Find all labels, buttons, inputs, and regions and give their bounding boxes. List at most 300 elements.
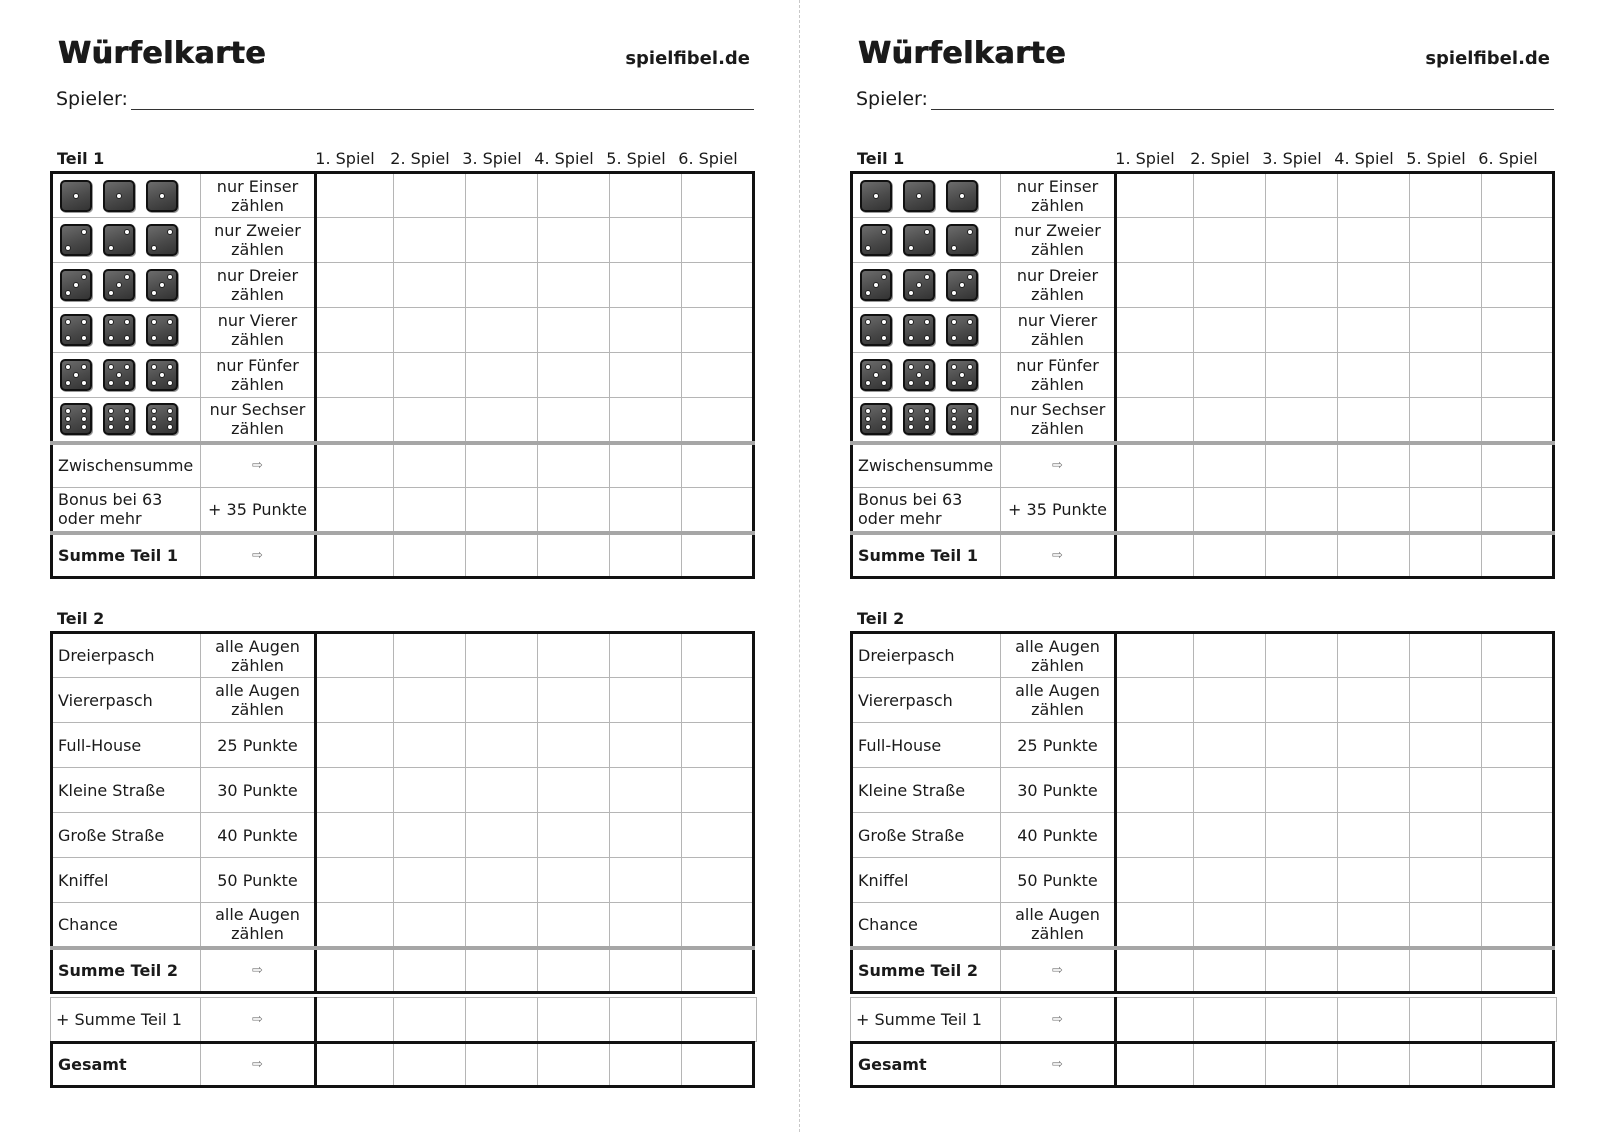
score-cell[interactable] bbox=[466, 263, 538, 308]
score-cell[interactable] bbox=[1338, 998, 1410, 1042]
score-cell[interactable] bbox=[316, 998, 394, 1042]
score-cell[interactable] bbox=[1266, 398, 1338, 443]
score-cell[interactable] bbox=[394, 533, 466, 578]
score-cell[interactable] bbox=[610, 768, 682, 813]
score-cell[interactable] bbox=[466, 903, 538, 948]
score-cell[interactable] bbox=[1194, 633, 1266, 678]
score-cell[interactable] bbox=[316, 768, 394, 813]
score-cell[interactable] bbox=[682, 263, 754, 308]
score-cell[interactable] bbox=[1482, 678, 1554, 723]
score-cell[interactable] bbox=[1194, 723, 1266, 768]
score-cell[interactable] bbox=[1338, 1043, 1410, 1087]
die-pip bbox=[951, 335, 957, 341]
score-cell[interactable] bbox=[682, 723, 754, 768]
score-cell[interactable] bbox=[682, 353, 754, 398]
score-cell[interactable] bbox=[394, 678, 466, 723]
score-cell[interactable] bbox=[1410, 998, 1482, 1042]
score-cell[interactable] bbox=[1410, 488, 1482, 533]
score-cell[interactable] bbox=[538, 218, 610, 263]
score-cell[interactable] bbox=[316, 723, 394, 768]
score-cell[interactable] bbox=[682, 678, 754, 723]
score-cell[interactable] bbox=[682, 308, 754, 353]
subtotal-row bbox=[852, 443, 1554, 488]
score-cell[interactable] bbox=[538, 903, 610, 948]
score-cell[interactable] bbox=[316, 1043, 394, 1087]
score-cell[interactable] bbox=[1482, 1043, 1554, 1087]
score-cell[interactable] bbox=[1482, 858, 1554, 903]
score-cell[interactable] bbox=[1116, 1043, 1194, 1087]
die-pip bbox=[108, 424, 114, 430]
score-cell[interactable] bbox=[1266, 488, 1338, 533]
dice-row bbox=[852, 173, 1554, 218]
score-cell[interactable] bbox=[1482, 353, 1554, 398]
score-cell[interactable] bbox=[466, 353, 538, 398]
score-cell[interactable] bbox=[610, 998, 682, 1042]
score-cell[interactable] bbox=[466, 398, 538, 443]
score-cell[interactable] bbox=[316, 263, 394, 308]
score-cell[interactable] bbox=[610, 488, 682, 533]
die-pip bbox=[908, 335, 914, 341]
die-pip bbox=[167, 229, 173, 235]
score-cell[interactable] bbox=[316, 353, 394, 398]
score-cell[interactable] bbox=[466, 633, 538, 678]
score-cell[interactable] bbox=[1410, 903, 1482, 948]
score-cell[interactable] bbox=[682, 533, 754, 578]
score-cell[interactable] bbox=[316, 948, 394, 993]
score-cell[interactable] bbox=[1410, 308, 1482, 353]
score-cell[interactable] bbox=[1194, 308, 1266, 353]
score-cell[interactable] bbox=[1266, 678, 1338, 723]
game-header: 5. Spiel bbox=[606, 149, 666, 168]
score-cell[interactable] bbox=[538, 443, 610, 488]
score-cell[interactable] bbox=[538, 398, 610, 443]
score-cell[interactable] bbox=[1338, 813, 1410, 858]
score-cell[interactable] bbox=[1116, 263, 1194, 308]
score-cell[interactable] bbox=[394, 633, 466, 678]
score-cell[interactable] bbox=[394, 308, 466, 353]
score-cell[interactable] bbox=[610, 723, 682, 768]
score-cell[interactable] bbox=[682, 948, 754, 993]
score-cell[interactable] bbox=[1194, 263, 1266, 308]
score-cell[interactable] bbox=[1410, 813, 1482, 858]
score-cell[interactable] bbox=[316, 398, 394, 443]
score-cell[interactable] bbox=[1410, 533, 1482, 578]
die-pip bbox=[924, 364, 930, 370]
score-cell[interactable] bbox=[466, 443, 538, 488]
die-pip bbox=[167, 274, 173, 280]
score-cell[interactable] bbox=[1116, 533, 1194, 578]
score-cell[interactable] bbox=[1482, 443, 1554, 488]
score-cell[interactable] bbox=[538, 633, 610, 678]
score-cell[interactable] bbox=[394, 858, 466, 903]
score-cell[interactable] bbox=[1482, 903, 1554, 948]
score-cell[interactable] bbox=[1194, 533, 1266, 578]
score-cell[interactable] bbox=[538, 998, 610, 1042]
score-cell[interactable] bbox=[538, 533, 610, 578]
score-cell[interactable] bbox=[538, 488, 610, 533]
score-cell[interactable] bbox=[394, 723, 466, 768]
plus-sum-part1-row bbox=[51, 998, 757, 1042]
score-cell[interactable] bbox=[1338, 903, 1410, 948]
score-cell[interactable] bbox=[1410, 173, 1482, 218]
category-row bbox=[52, 633, 754, 678]
die-pip bbox=[124, 229, 130, 235]
die-icon bbox=[946, 359, 978, 391]
score-cell[interactable] bbox=[1266, 813, 1338, 858]
score-cell[interactable] bbox=[1116, 903, 1194, 948]
score-cell[interactable] bbox=[1116, 308, 1194, 353]
score-cell[interactable] bbox=[1482, 813, 1554, 858]
score-cell[interactable] bbox=[1410, 768, 1482, 813]
score-cell[interactable] bbox=[610, 948, 682, 993]
die-pip bbox=[967, 424, 973, 430]
score-cell[interactable] bbox=[1338, 488, 1410, 533]
score-cell[interactable] bbox=[1482, 398, 1554, 443]
score-cell[interactable] bbox=[1116, 858, 1194, 903]
score-cell[interactable] bbox=[1194, 858, 1266, 903]
score-cell[interactable] bbox=[610, 443, 682, 488]
dice-group bbox=[58, 403, 195, 435]
score-cell[interactable] bbox=[316, 858, 394, 903]
score-cell[interactable] bbox=[1266, 1043, 1338, 1087]
score-cell[interactable] bbox=[1410, 443, 1482, 488]
score-cell[interactable] bbox=[394, 218, 466, 263]
die-pip bbox=[959, 193, 965, 199]
score-cell[interactable] bbox=[1266, 723, 1338, 768]
score-cell[interactable] bbox=[682, 633, 754, 678]
score-cell[interactable] bbox=[682, 858, 754, 903]
score-cell[interactable] bbox=[466, 488, 538, 533]
dice-group bbox=[58, 314, 195, 346]
die-pip bbox=[924, 380, 930, 386]
score-cell[interactable] bbox=[466, 1043, 538, 1087]
die-pip bbox=[108, 335, 114, 341]
score-cell[interactable] bbox=[466, 768, 538, 813]
dice-group bbox=[858, 180, 995, 212]
die-icon bbox=[946, 224, 978, 256]
row-desc: nur Fünfer zählen bbox=[1001, 353, 1116, 398]
score-cell[interactable] bbox=[538, 173, 610, 218]
score-cell[interactable] bbox=[538, 723, 610, 768]
score-cell[interactable] bbox=[466, 998, 538, 1042]
score-cell[interactable] bbox=[1482, 308, 1554, 353]
score-cell[interactable] bbox=[682, 813, 754, 858]
score-cell[interactable] bbox=[1266, 903, 1338, 948]
score-cell[interactable] bbox=[682, 443, 754, 488]
die-pip bbox=[967, 416, 973, 422]
row-label: Summe Teil 2 bbox=[852, 948, 1001, 993]
score-cell[interactable] bbox=[466, 723, 538, 768]
row-desc: nur Vierer zählen bbox=[1001, 308, 1116, 353]
score-cell[interactable] bbox=[394, 768, 466, 813]
die-icon bbox=[103, 359, 135, 391]
score-cell[interactable] bbox=[1116, 998, 1194, 1042]
score-cell[interactable] bbox=[1482, 488, 1554, 533]
game-header: 3. Spiel bbox=[462, 149, 522, 168]
score-cell[interactable] bbox=[1266, 948, 1338, 993]
score-cell[interactable] bbox=[538, 353, 610, 398]
score-cell[interactable] bbox=[1410, 353, 1482, 398]
score-cell[interactable] bbox=[610, 533, 682, 578]
score-cell[interactable] bbox=[682, 398, 754, 443]
score-cell[interactable] bbox=[682, 173, 754, 218]
score-cell[interactable] bbox=[1338, 858, 1410, 903]
die-pip bbox=[167, 319, 173, 325]
dice-group bbox=[58, 359, 195, 391]
score-cell[interactable] bbox=[1266, 858, 1338, 903]
score-cell[interactable] bbox=[394, 173, 466, 218]
score-cell[interactable] bbox=[1116, 353, 1194, 398]
die-pip bbox=[908, 424, 914, 430]
game-header: 2. Spiel bbox=[1190, 149, 1250, 168]
die-pip bbox=[881, 424, 887, 430]
score-cell[interactable] bbox=[394, 353, 466, 398]
score-cell[interactable] bbox=[1194, 173, 1266, 218]
score-cell[interactable] bbox=[1482, 723, 1554, 768]
score-cell[interactable] bbox=[538, 858, 610, 903]
dice-row bbox=[52, 263, 754, 308]
score-cell[interactable] bbox=[682, 998, 757, 1042]
player-name-line[interactable] bbox=[931, 109, 1554, 110]
score-cell[interactable] bbox=[682, 768, 754, 813]
score-cell[interactable] bbox=[1410, 398, 1482, 443]
score-cell[interactable] bbox=[1482, 533, 1554, 578]
score-cell[interactable] bbox=[610, 353, 682, 398]
score-cell[interactable] bbox=[538, 768, 610, 813]
score-cell[interactable] bbox=[1410, 678, 1482, 723]
score-cell[interactable] bbox=[1116, 813, 1194, 858]
dice-cell bbox=[852, 218, 1001, 263]
score-cell[interactable] bbox=[538, 813, 610, 858]
score-cell[interactable] bbox=[610, 903, 682, 948]
score-cell[interactable] bbox=[1116, 678, 1194, 723]
score-cell[interactable] bbox=[466, 813, 538, 858]
score-cell[interactable] bbox=[1194, 998, 1266, 1042]
score-cell[interactable] bbox=[1194, 1043, 1266, 1087]
die-pip bbox=[151, 290, 157, 296]
score-cell[interactable] bbox=[316, 488, 394, 533]
die-pip bbox=[908, 408, 914, 414]
score-cell[interactable] bbox=[1194, 218, 1266, 263]
score-cell[interactable] bbox=[1266, 263, 1338, 308]
score-cell[interactable] bbox=[1482, 768, 1554, 813]
score-cell[interactable] bbox=[1266, 218, 1338, 263]
score-cell[interactable] bbox=[394, 443, 466, 488]
game-header: 3. Spiel bbox=[1262, 149, 1322, 168]
score-cell[interactable] bbox=[1194, 678, 1266, 723]
score-cell[interactable] bbox=[610, 218, 682, 263]
score-cell[interactable] bbox=[394, 998, 466, 1042]
score-cell[interactable] bbox=[1338, 398, 1410, 443]
score-cell[interactable] bbox=[316, 308, 394, 353]
row-value: alle Augen zählen bbox=[1001, 633, 1116, 678]
die-pip bbox=[865, 335, 871, 341]
score-cell[interactable] bbox=[682, 218, 754, 263]
score-cell[interactable] bbox=[1266, 633, 1338, 678]
row-label: Summe Teil 1 bbox=[52, 533, 201, 578]
score-cell[interactable] bbox=[610, 398, 682, 443]
score-cell[interactable] bbox=[1410, 218, 1482, 263]
die-pip bbox=[881, 274, 887, 280]
score-cell[interactable] bbox=[1338, 948, 1410, 993]
score-cell[interactable] bbox=[1338, 443, 1410, 488]
row-arrow: ⇨ bbox=[201, 948, 316, 993]
score-cell[interactable] bbox=[394, 488, 466, 533]
die-pip bbox=[65, 290, 71, 296]
score-cell[interactable] bbox=[1482, 263, 1554, 308]
score-cell[interactable] bbox=[1266, 443, 1338, 488]
score-cell[interactable] bbox=[1482, 218, 1554, 263]
score-cell[interactable] bbox=[1266, 353, 1338, 398]
score-cell[interactable] bbox=[1116, 443, 1194, 488]
score-cell[interactable] bbox=[1338, 768, 1410, 813]
score-cell[interactable] bbox=[1266, 998, 1338, 1042]
dice-cell bbox=[852, 263, 1001, 308]
score-cell[interactable] bbox=[466, 948, 538, 993]
dice-group bbox=[858, 269, 995, 301]
die-pip bbox=[881, 335, 887, 341]
score-cell[interactable] bbox=[1482, 998, 1557, 1042]
score-cell[interactable] bbox=[682, 903, 754, 948]
die-icon bbox=[103, 314, 135, 346]
score-cell[interactable] bbox=[1116, 948, 1194, 993]
score-cell[interactable] bbox=[1194, 813, 1266, 858]
score-cell[interactable] bbox=[1482, 948, 1554, 993]
score-cell[interactable] bbox=[538, 308, 610, 353]
score-cell[interactable] bbox=[1116, 218, 1194, 263]
score-cell[interactable] bbox=[1194, 768, 1266, 813]
score-cell[interactable] bbox=[466, 678, 538, 723]
game-header: 5. Spiel bbox=[1406, 149, 1466, 168]
score-cell[interactable] bbox=[610, 1043, 682, 1087]
score-cell[interactable] bbox=[1338, 533, 1410, 578]
score-cell[interactable] bbox=[1338, 633, 1410, 678]
score-cell[interactable] bbox=[1338, 218, 1410, 263]
score-cell[interactable] bbox=[1194, 948, 1266, 993]
score-cell[interactable] bbox=[1194, 488, 1266, 533]
die-pip bbox=[124, 424, 130, 430]
score-cell[interactable] bbox=[1410, 633, 1482, 678]
score-cell[interactable] bbox=[1338, 678, 1410, 723]
score-cell[interactable] bbox=[1116, 768, 1194, 813]
score-cell[interactable] bbox=[394, 263, 466, 308]
score-cell[interactable] bbox=[1116, 173, 1194, 218]
score-cell[interactable] bbox=[610, 813, 682, 858]
score-cell[interactable] bbox=[1194, 443, 1266, 488]
score-cell[interactable] bbox=[610, 263, 682, 308]
score-cell[interactable] bbox=[316, 678, 394, 723]
score-cell[interactable] bbox=[466, 173, 538, 218]
score-cell[interactable] bbox=[466, 533, 538, 578]
score-cell[interactable] bbox=[1266, 533, 1338, 578]
score-cell[interactable] bbox=[1410, 858, 1482, 903]
category-row bbox=[852, 858, 1554, 903]
score-cell[interactable] bbox=[538, 678, 610, 723]
score-cell[interactable] bbox=[316, 218, 394, 263]
score-cell[interactable] bbox=[1116, 488, 1194, 533]
score-cell[interactable] bbox=[682, 1043, 754, 1087]
score-cell[interactable] bbox=[538, 263, 610, 308]
score-cell[interactable] bbox=[538, 1043, 610, 1087]
player-name-line[interactable] bbox=[131, 109, 754, 110]
row-label: Dreierpasch bbox=[52, 633, 201, 678]
score-cell[interactable] bbox=[466, 308, 538, 353]
score-cell[interactable] bbox=[1410, 723, 1482, 768]
score-cell[interactable] bbox=[610, 173, 682, 218]
score-cell[interactable] bbox=[1116, 633, 1194, 678]
score-cell[interactable] bbox=[316, 903, 394, 948]
die-pip bbox=[916, 193, 922, 199]
score-cell[interactable] bbox=[610, 633, 682, 678]
die-icon bbox=[946, 314, 978, 346]
dice-cell bbox=[852, 308, 1001, 353]
score-cell[interactable] bbox=[1338, 308, 1410, 353]
score-cell[interactable] bbox=[316, 813, 394, 858]
score-cell[interactable] bbox=[1194, 398, 1266, 443]
dice-cell bbox=[852, 398, 1001, 443]
score-cell[interactable] bbox=[1338, 353, 1410, 398]
row-label: Kniffel bbox=[852, 858, 1001, 903]
score-cell[interactable] bbox=[1482, 173, 1554, 218]
score-cell[interactable] bbox=[1194, 903, 1266, 948]
die-pip bbox=[865, 424, 871, 430]
die-pip bbox=[908, 380, 914, 386]
score-cell[interactable] bbox=[1338, 263, 1410, 308]
score-cell[interactable] bbox=[1266, 308, 1338, 353]
score-cell[interactable] bbox=[466, 858, 538, 903]
die-icon bbox=[146, 314, 178, 346]
score-cell[interactable] bbox=[1194, 353, 1266, 398]
score-cell[interactable] bbox=[1410, 948, 1482, 993]
score-cell[interactable] bbox=[1116, 398, 1194, 443]
die-pip bbox=[108, 364, 114, 370]
score-cell[interactable] bbox=[1482, 633, 1554, 678]
score-cell[interactable] bbox=[1266, 768, 1338, 813]
score-cell[interactable] bbox=[394, 948, 466, 993]
score-cell[interactable] bbox=[1338, 723, 1410, 768]
score-cell[interactable] bbox=[316, 173, 394, 218]
category-row bbox=[852, 633, 1554, 678]
row-value: alle Augen zählen bbox=[1001, 903, 1116, 948]
die-pip bbox=[167, 364, 173, 370]
score-cell[interactable] bbox=[316, 533, 394, 578]
score-cell[interactable] bbox=[1338, 173, 1410, 218]
die-pip bbox=[159, 193, 165, 199]
row-desc: nur Dreier zählen bbox=[1001, 263, 1116, 308]
die-pip bbox=[65, 416, 71, 422]
score-cell[interactable] bbox=[394, 1043, 466, 1087]
score-cell[interactable] bbox=[610, 308, 682, 353]
score-cell[interactable] bbox=[1116, 723, 1194, 768]
die-pip bbox=[81, 380, 87, 386]
score-cell[interactable] bbox=[682, 488, 754, 533]
score-cell[interactable] bbox=[610, 858, 682, 903]
score-cell[interactable] bbox=[394, 903, 466, 948]
score-cell[interactable] bbox=[316, 443, 394, 488]
score-cell[interactable] bbox=[1410, 1043, 1482, 1087]
score-cell[interactable] bbox=[394, 398, 466, 443]
dice-group bbox=[858, 224, 995, 256]
score-cell[interactable] bbox=[538, 948, 610, 993]
score-cell[interactable] bbox=[466, 218, 538, 263]
score-cell[interactable] bbox=[1410, 263, 1482, 308]
die-icon bbox=[903, 403, 935, 435]
score-cell[interactable] bbox=[610, 678, 682, 723]
game-column-headers bbox=[1110, 149, 1550, 171]
score-cell[interactable] bbox=[1266, 173, 1338, 218]
score-cell[interactable] bbox=[394, 813, 466, 858]
score-cell[interactable] bbox=[316, 633, 394, 678]
